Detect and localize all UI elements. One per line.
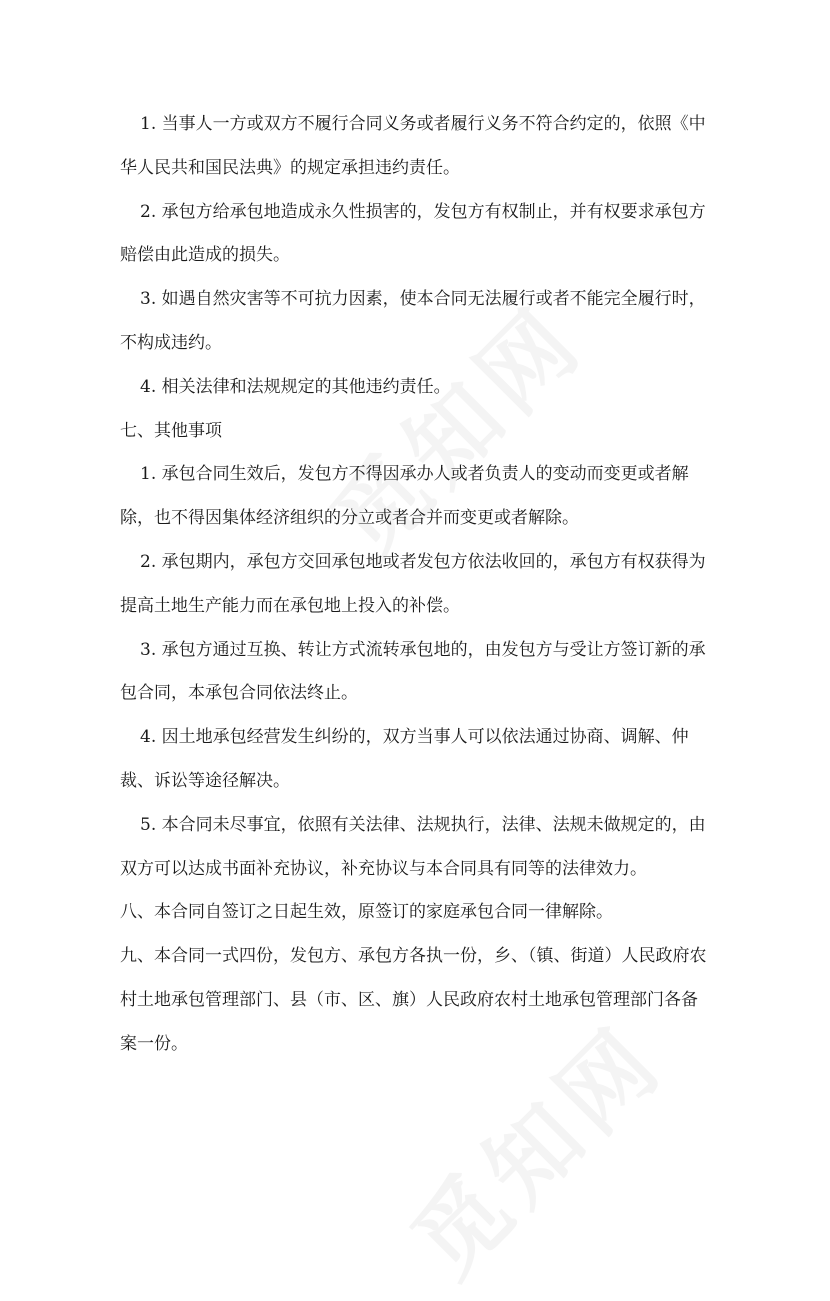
item-number: 2.	[140, 551, 157, 572]
item-text: 包合同，本承包合同依法终止。	[120, 683, 358, 704]
item-number: 2.	[140, 201, 157, 222]
item-text: 除，也不得因集体经济组织的分立或者合并而变更或者解除。	[120, 508, 579, 529]
paragraph-line: 九、本合同一式四份，发包方、承包方各执一份，乡、（镇、街道）人民政府农	[120, 946, 707, 967]
section-heading: 七、其他事项	[120, 420, 222, 441]
paragraph-line: 案一份。	[120, 1033, 188, 1054]
item-number: 3.	[140, 289, 157, 310]
list-item	[120, 366, 720, 410]
item-text: 承包期内，承包方交回承包地或者发包方依法收回的，承包方有权获得为	[161, 551, 706, 572]
item-text: 承包方通过互换、转让方式流转承包地的，由发包方与受让方签订新的承	[161, 639, 706, 660]
item-text: 不构成违约。	[120, 332, 222, 353]
list-item	[120, 453, 720, 541]
item-number: 1.	[140, 464, 157, 485]
item-number: 1.	[140, 114, 157, 134]
item-number: 4.	[140, 376, 157, 397]
section-paragraph	[120, 935, 720, 1066]
item-text: 相关法律和法规规定的其他违约责任。	[161, 376, 451, 397]
section-paragraph: 八、本合同自签订之日起生效，原签订的家庭承包合同一律解除。	[120, 902, 613, 923]
list-item	[120, 278, 720, 366]
list-item	[120, 541, 720, 629]
item-text: 因土地承包经营发生纠纷的，双方当事人可以依法通过协商、调解、仲	[161, 727, 689, 748]
list-item	[120, 103, 720, 191]
item-number: 3.	[140, 639, 157, 660]
list-item	[120, 629, 720, 717]
item-text: 承包合同生效后，发包方不得因承办人或者负责人的变动而变更或者解	[161, 464, 689, 485]
list-item	[120, 191, 720, 279]
item-text: 当事人一方或双方不履行合同义务或者履行义务不符合约定的，依照《中	[161, 114, 706, 134]
list-item	[120, 716, 720, 804]
item-text: 承包方给承包地造成永久性损害的，发包方有权制止，并有权要求承包方	[161, 201, 706, 222]
item-number: 4.	[140, 727, 157, 748]
item-text: 双方可以达成书面补充协议，补充协议与本合同具有同等的法律效力。	[120, 858, 647, 879]
item-text: 本合同未尽事宜，依照有关法律、法规执行，法律、法规未做规定的，由	[161, 814, 706, 835]
item-text: 赔偿由此造成的损失。	[120, 245, 290, 266]
item-text: 华人民共和国民法典》的规定承担违约责任。	[120, 157, 460, 178]
document-body	[120, 103, 720, 1067]
paragraph-line: 村土地承包管理部门、县（市、区、旗）人民政府农村土地承包管理部门各备	[120, 989, 698, 1010]
list-item	[120, 804, 720, 892]
item-number: 5.	[140, 814, 157, 835]
item-text: 裁、诉讼等途径解决。	[120, 770, 290, 791]
item-text: 如遇自然灾害等不可抗力因素，使本合同无法履行或者不能完全履行时，	[161, 289, 706, 310]
item-text: 提高土地生产能力而在承包地上投入的补偿。	[120, 595, 460, 616]
